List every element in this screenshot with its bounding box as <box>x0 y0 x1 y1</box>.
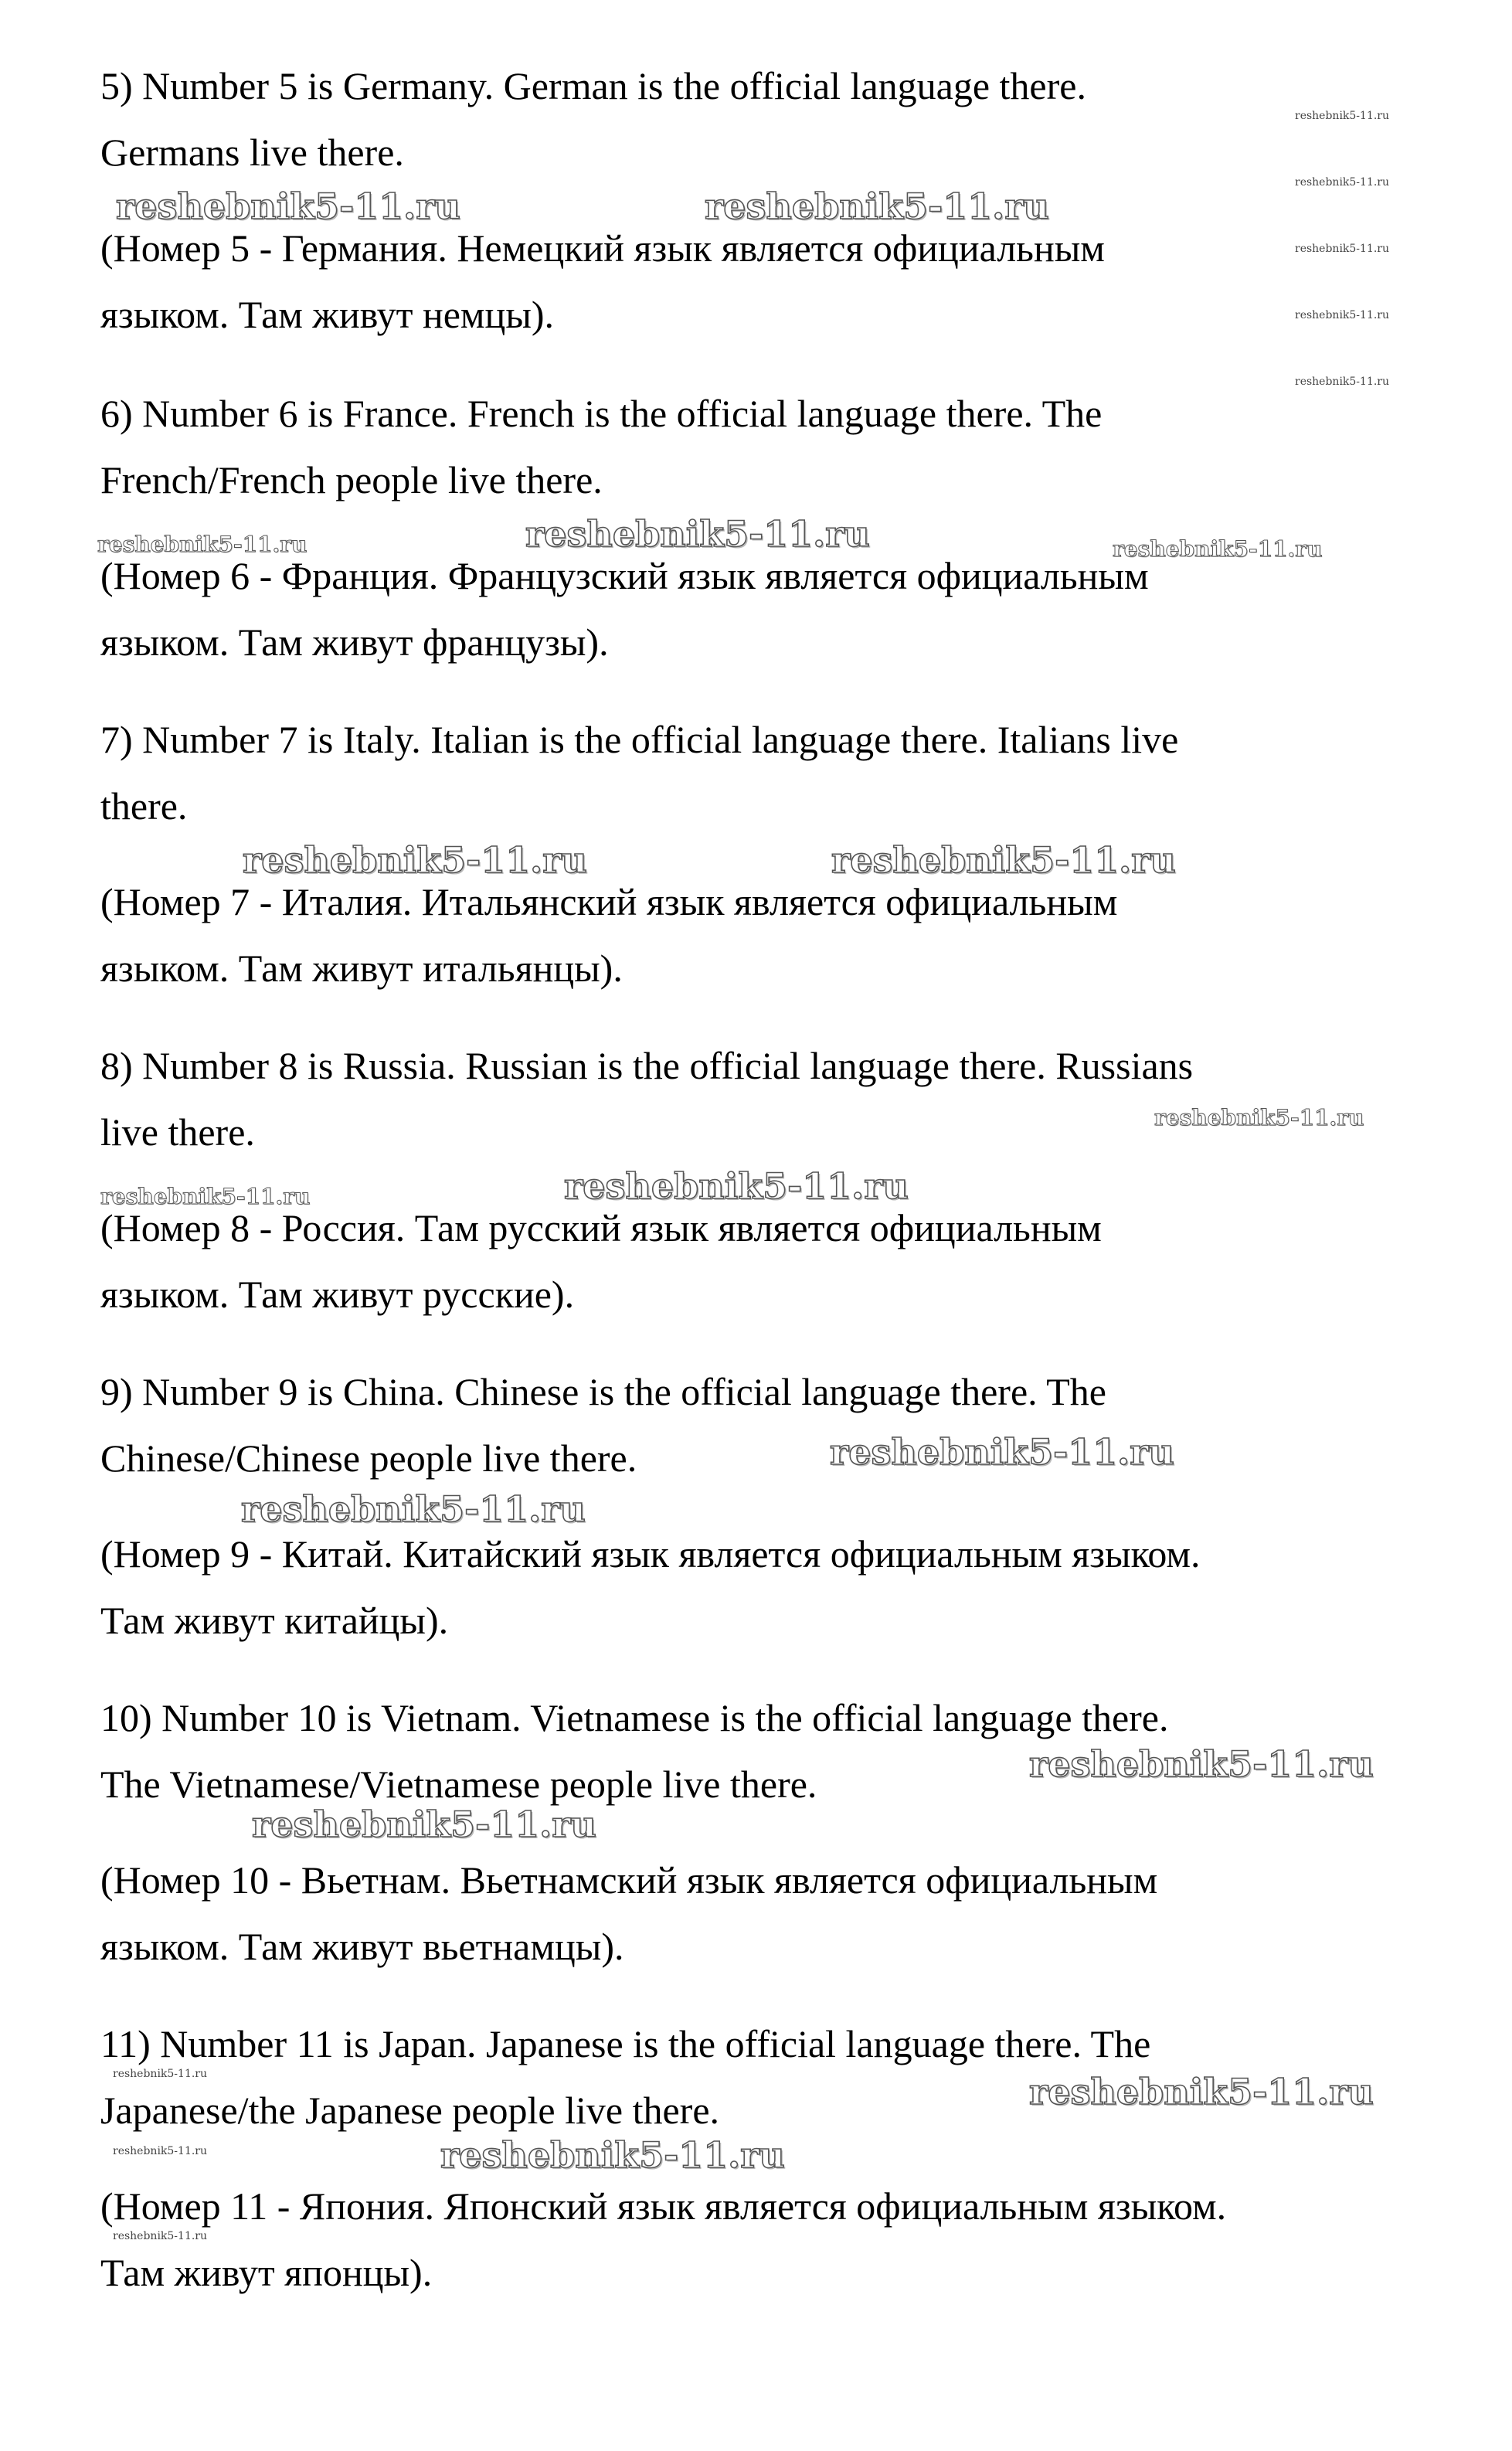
entry-en-line-1: 8) Number 8 is Russia. Russian is the official language there. Russians <box>100 1044 1194 1087</box>
watermark: reshebnik5-11.ru <box>113 2230 208 2242</box>
watermark: reshebnik5-11.ru <box>1295 376 1390 388</box>
entry-ru-line-1: (Номер 11 - Япония. Японский язык является официальным языком. <box>100 2184 1227 2228</box>
watermark: reshebnik5-11.ru <box>1113 536 1323 562</box>
watermark: reshebnik5-11.ru <box>1029 1743 1374 1785</box>
watermark: reshebnik5-11.ru <box>100 1184 311 1209</box>
entry-ru-line-2: языком. Там живут немцы). <box>100 293 555 336</box>
watermark: reshebnik5-11.ru <box>1295 309 1390 321</box>
entry-en-line-2: Japanese/the Japanese people live there. <box>100 2089 720 2132</box>
watermark: reshebnik5-11.ru <box>525 513 870 555</box>
entry-ru-line-2: Там живут китайцы). <box>100 1599 449 1642</box>
entry-ru-line-1: (Номер 8 - Россия. Там русский язык является официальным <box>100 1206 1102 1249</box>
watermark: reshebnik5-11.ru <box>1295 176 1390 189</box>
watermark: reshebnik5-11.ru <box>113 2068 208 2080</box>
entry-ru-line-1: (Номер 6 - Франция. Французский язык является официальным <box>100 554 1149 597</box>
entry-en-line-2: French/French people live there. <box>100 458 603 501</box>
entry-en-line-2: live there. <box>100 1110 255 1154</box>
watermark: reshebnik5-11.ru <box>1295 110 1390 122</box>
watermark: reshebnik5-11.ru <box>440 2134 785 2176</box>
watermark: reshebnik5-11.ru <box>1295 243 1390 255</box>
entry-ru-line-1: (Номер 9 - Китай. Китайский язык является официальным языком. <box>100 1532 1201 1576</box>
watermark: reshebnik5-11.ru <box>113 2145 208 2157</box>
entry-ru-line-2: языком. Там живут русские). <box>100 1273 575 1316</box>
entry-ru-line-2: Там живут японцы). <box>100 2251 433 2294</box>
watermark: reshebnik5-11.ru <box>564 1165 909 1207</box>
watermark: reshebnik5-11.ru <box>252 1803 596 1845</box>
watermark: reshebnik5-11.ru <box>830 1431 1174 1473</box>
entry-ru-line-2: языком. Там живут итальянцы). <box>100 947 623 990</box>
watermark: reshebnik5-11.ru <box>1154 1105 1364 1130</box>
watermark: reshebnik5-11.ru <box>97 532 307 557</box>
entry-en-line-2: The Vietnamese/Vietnamese people live there. <box>100 1763 817 1806</box>
entry-en-line-2: Chinese/Chinese people live there. <box>100 1436 637 1480</box>
entry-ru-line-1: (Номер 5 - Германия. Немецкий язык является официальным <box>100 226 1105 270</box>
watermark: reshebnik5-11.ru <box>831 839 1176 881</box>
watermark: reshebnik5-11.ru <box>705 185 1049 227</box>
entry-ru-line-1: (Номер 10 - Вьетнам. Вьетнамский язык является официальным <box>100 1858 1158 1902</box>
entry-en-line-1: 7) Number 7 is Italy. Italian is the official language there. Italians live <box>100 718 1179 761</box>
watermark: reshebnik5-11.ru <box>243 839 587 881</box>
entry-en-line-2: Germans live there. <box>100 131 404 174</box>
entry-en-line-2: there. <box>100 784 188 828</box>
entry-en-line-1: 10) Number 10 is Vietnam. Vietnamese is the official language there. <box>100 1696 1169 1739</box>
entry-en-line-1: 6) Number 6 is France. French is the official language there. The <box>100 392 1103 435</box>
watermark: reshebnik5-11.ru <box>1029 2071 1374 2113</box>
entry-ru-line-2: языком. Там живут вьетнамцы). <box>100 1925 624 1968</box>
entry-ru-line-1: (Номер 7 - Италия. Итальянский язык является официальным <box>100 880 1118 923</box>
watermark: reshebnik5-11.ru <box>116 185 460 227</box>
entry-en-line-1: 11) Number 11 is Japan. Japanese is the official language there. The <box>100 2022 1151 2065</box>
watermark: reshebnik5-11.ru <box>241 1488 586 1530</box>
entry-ru-line-2: языком. Там живут французы). <box>100 620 609 664</box>
entry-en-line-1: 5) Number 5 is Germany. German is the official language there. <box>100 64 1086 107</box>
entry-en-line-1: 9) Number 9 is China. Chinese is the official language there. The <box>100 1370 1106 1413</box>
